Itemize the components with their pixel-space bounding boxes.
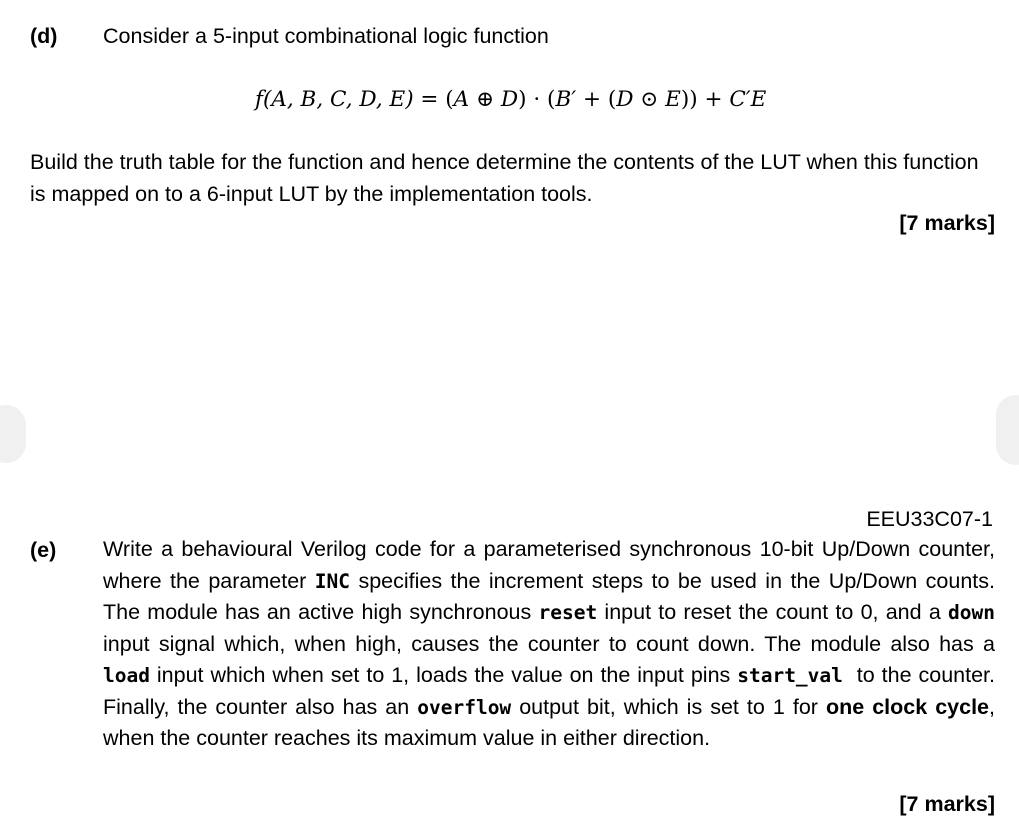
emphasis-one-clock-cycle: one clock cycle: [825, 694, 990, 719]
formula-lhs: f(A, B, C, D, E): [255, 87, 414, 112]
code-inc: INC: [314, 569, 350, 593]
code-load: load: [103, 664, 150, 687]
formula-var: B′: [555, 87, 577, 112]
formula-equals: =: [413, 87, 446, 112]
question-label-e: (e): [30, 538, 57, 562]
question-e-body: [103, 534, 1001, 755]
formula-paren: (: [547, 87, 556, 112]
xnor-operator: ⊙: [633, 87, 666, 112]
text-segment: , when the counter reaches its maximum value in either direction.: [103, 694, 995, 750]
formula-term: C′E: [729, 87, 767, 112]
text-segment: output bit, which is set to 1 for: [511, 694, 826, 719]
formula-paren: )): [680, 87, 698, 112]
text-segment: to the counter. Finally, the counter also has an: [103, 663, 1001, 719]
marks-e: [7 marks]: [899, 792, 995, 816]
formula-var: D: [616, 87, 634, 112]
formula-var: D: [500, 87, 519, 112]
text-segment: input signal which, when high, causes the counter to count down. The module also has a: [103, 631, 995, 656]
marks-d: [7 marks]: [899, 211, 995, 235]
formula-paren: (: [445, 87, 454, 112]
xor-operator: ⊕: [469, 87, 501, 112]
text-segment: specifies the increment steps to be used in the Up/Down counts. The module has an active high synchronous: [103, 568, 995, 624]
question-d-body: Build the truth table for the function and hence determine the contents of the LUT when this function is mapped on to a 6-input LUT by the implementation tools.: [30, 150, 979, 206]
code-overflow: overflow: [417, 695, 512, 719]
or-operator: +: [576, 87, 608, 112]
scan-artifact: [996, 395, 1019, 465]
or-operator: +: [697, 87, 730, 112]
formula-var: A: [453, 87, 470, 112]
code-reset: reset: [538, 601, 598, 624]
and-operator: ·: [526, 87, 548, 112]
formula-var: E: [665, 87, 681, 112]
text-segment: input to reset the count to 0, and a: [597, 600, 949, 624]
text-segment: Write a behavioural Verilog code for a parameterised synchronous 10-bit Up/Down counter, where the parameter: [103, 537, 995, 593]
code-start-val: start_val: [737, 664, 843, 687]
logic-function-formula: [255, 84, 766, 116]
question-d-intro: Consider a 5-input combinational logic function: [103, 24, 549, 48]
page-code: EEU33C07-1: [866, 507, 993, 531]
text-segment: input which when set to 1, loads the value on the input pins: [149, 663, 738, 687]
code-down: down: [948, 601, 995, 624]
question-label-d: (d): [30, 24, 58, 48]
formula-paren: (: [607, 87, 617, 112]
scan-artifact: [0, 405, 26, 463]
formula-paren: ): [518, 87, 527, 112]
